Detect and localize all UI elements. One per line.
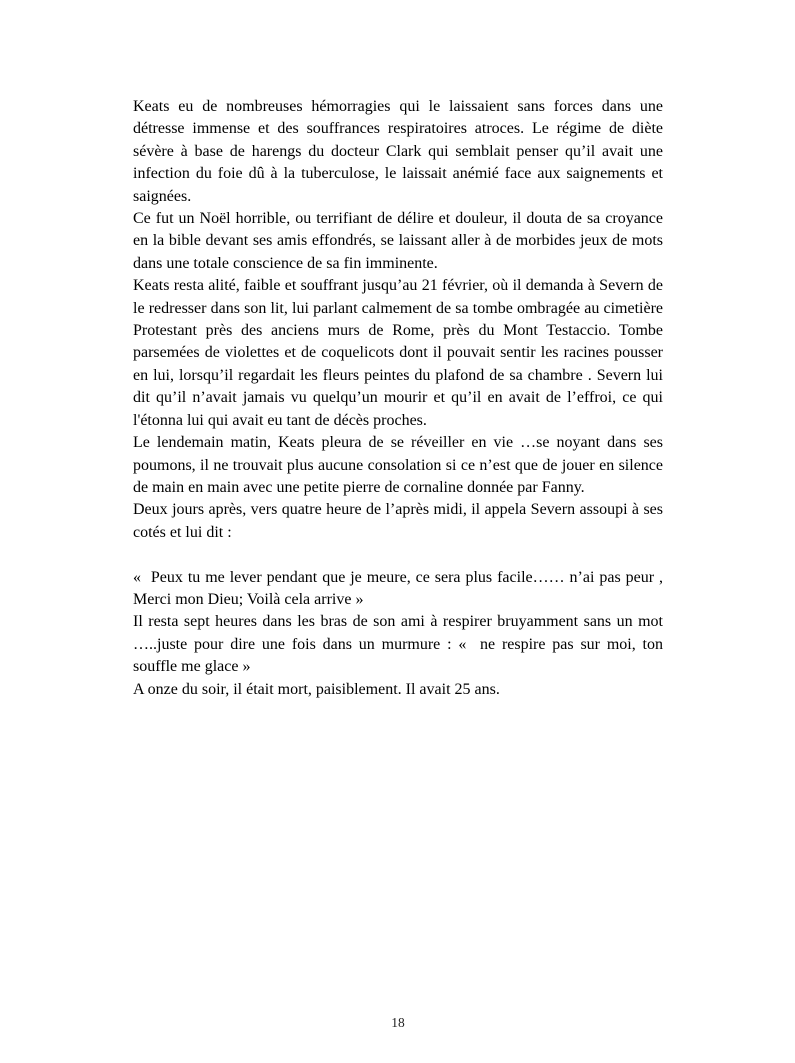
paragraph-hemorrhages: Keats eu de nombreuses hémorragies qui le laissaient sans forces dans une détresse immense et des souffrances respiratoires atroces. Le régime de diète sévère à base de harengs du docteur Clark qui semblait penser qu’il avait une infection du foie dû à la tuberculose, le laissait anémié face aux saignements et saignées. bbox=[133, 98, 663, 205]
page-number: 18 bbox=[391, 1015, 405, 1030]
text-block bbox=[133, 96, 663, 701]
paragraph-christmas: Ce fut un Noël horrible, ou terrifiant de délire et douleur, il douta de sa croyance en la bible devant ses amis effondrés, se laissant aller à de morbides jeux de mots dans une totale conscience de sa fin imminente. bbox=[133, 210, 663, 272]
paragraph-death: A onze du soir, il était mort, paisiblement. Il avait 25 ans. bbox=[133, 680, 500, 698]
paragraph-seven-hours: Il resta sept heures dans les bras de son ami à respirer bruyamment sans un mot …..juste pour dire une fois dans un murmure : « ne respire pas sur moi, ton souffle me glace » bbox=[133, 613, 663, 676]
paragraph-quote-lift-me: « Peux tu me lever pendant que je meure, ce sera plus facile…… n’ai pas peur , Merci mon Dieu; Voilà cela arrive » bbox=[133, 568, 663, 608]
paragraph-next-morning: Le lendemain matin, Keats pleura de se réveiller en vie …se noyant dans ses poumons, il ne trouvait plus aucune consolation si ce n’est que de jouer en silence de main en main avec une petite pierre de cornaline donnée par Fanny. bbox=[133, 434, 663, 496]
paragraph-bedridden: Keats resta alité, faible et souffrant jusqu’au 21 février, où il demanda à Severn de le redresser dans son lit, lui parlant calmement de sa tombe ombragée au cimetière Protestant près des anciens murs de Rome, près du Mont Testaccio. Tombe parsemées de violettes et de coquelicots dont il pouvait sentir les racines pousser en lui, lorsqu’il regardait les fleurs peintes du plafond de sa chambre . Severn lui dit qu’il n’avait jamais vu quelqu’un mourir et qu’il en avait de l’effroi, ce qui l'étonna lui qui avait eu tant de décès proches. bbox=[133, 277, 663, 429]
paragraph-two-days-later: Deux jours après, vers quatre heure de l’après midi, il appela Severn assoupi à ses cotés et lui dit : bbox=[133, 501, 663, 541]
